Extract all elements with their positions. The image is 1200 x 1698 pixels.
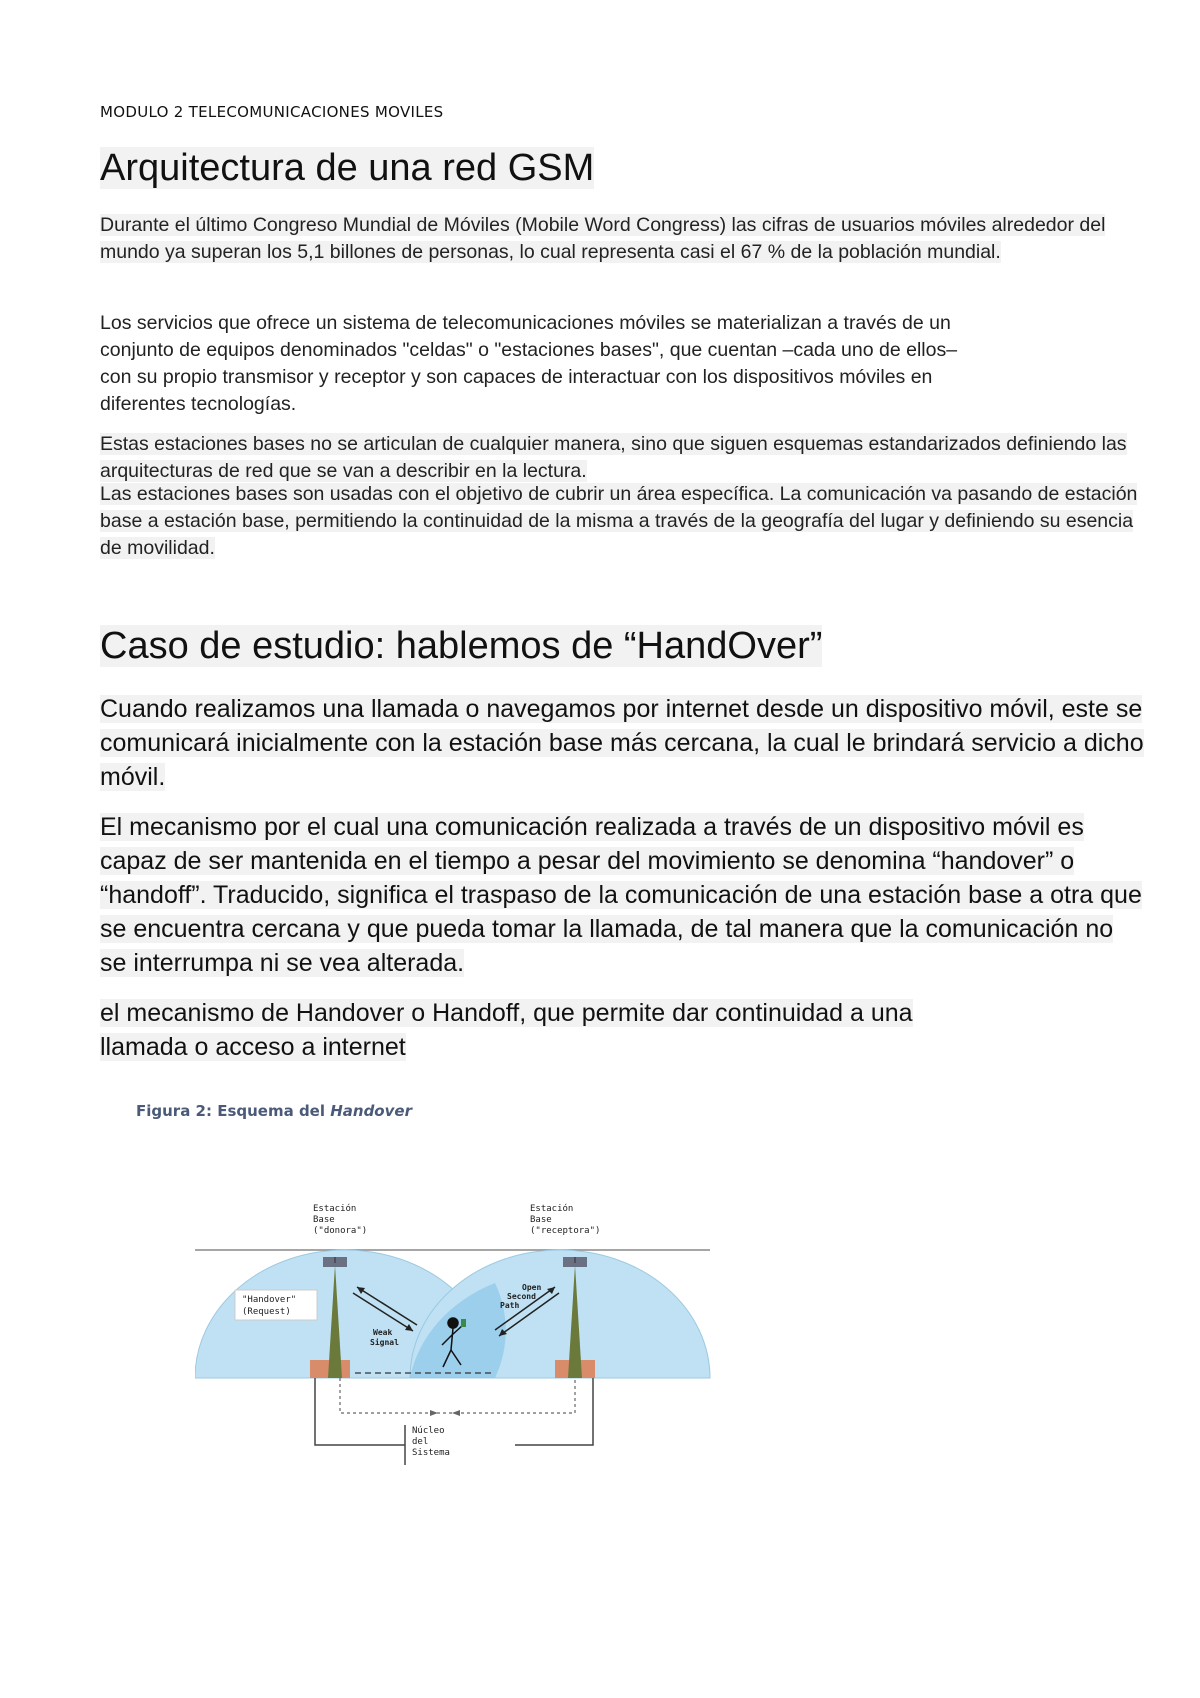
handover-diagram [195,1195,725,1475]
open-path-label-2: Second [507,1292,536,1301]
handover-request-label-1: "Handover" [242,1295,297,1305]
core-network-lines [315,1378,593,1465]
paragraph-call-intro: Cuando realizamos una llamada o navegamos por internet desde un dispositivo móvil, este se comunicará inicialmente con la estación base más cercana, la cual le brindará servicio a dicho móvil. [100,695,1144,791]
section-title-handover: Caso de estudio: hablemos de “HandOver” [100,625,823,667]
station-right-label-1: Estación [530,1204,574,1214]
figure-caption: Figura 2: Esquema del Handover [136,1102,412,1120]
section-title-gsm: Arquitectura de una red GSM [100,147,595,189]
weak-signal-label-1: Weak [373,1328,393,1337]
paragraph-mobile-users: Durante el último Congreso Mundial de Móviles (Mobile Word Congress) las cifras de usuarios móviles alrededor del mundo ya superan los 5,1 billones de personas, lo cual representa casi el 67 % de la población mundial. [100,214,1106,263]
station-left-label-2: Base [313,1215,335,1225]
core-label-2: del [412,1437,429,1447]
station-left-label-1: Estación [313,1204,357,1214]
weak-signal-label-2: Signal [370,1338,399,1347]
module-title: MODULO 2 TELECOMUNICACIONES MOVILES [100,103,444,121]
paragraph-handover-continuity: el mecanismo de Handover o Handoff, que permite dar continuidad a una llamada o acceso a internet [100,999,913,1061]
core-label-3: Sistema [412,1448,450,1458]
station-right-label-3: ("receptora") [530,1226,601,1236]
paragraph-handover-mechanism: El mecanismo por el cual una comunicación realizada a través de un dispositivo móvil es capaz de ser mantenida en el tiempo a pesar del movimiento se denomina “handover” o “handoff”. Traducido, significa el traspaso de la comunicación de una estación base a otra que se encuentra cercana y que pueda tomar la llamada, de tal manera que la comunicación no se interrumpa ni se vea alterada. [100,813,1142,977]
handover-request-label-2: (Request) [242,1307,291,1317]
paragraph-stations-standard: Estas estaciones bases no se articulan de cualquier manera, sino que siguen esquemas estandarizados definiendo las arquitecturas de red que se van a describir en la lectura. [100,433,1127,482]
station-right-label-2: Base [530,1215,552,1225]
open-path-label-3: Path [500,1301,520,1310]
paragraph-stations-coverage: Las estaciones bases son usadas con el objetivo de cubrir un área específica. La comunicación va pasando de estación base a estación base, permitiendo la continuidad de la misma a través de la geografía del lugar y definiendo su esencia de movilidad. [100,483,1138,559]
paragraph-services: Los servicios que ofrece un sistema de telecomunicaciones móviles se materializan a través de un conjunto de equipos denominados "celdas" o "estaciones bases", que cuentan –cada uno de ellos– con su propio transmisor y receptor y son capaces de interactuar con los dispositivos móviles en diferentes tecnologías. [100,312,958,415]
station-left-label-3: ("donora") [313,1226,368,1236]
open-path-label-1: Open [522,1283,542,1292]
phone-icon [461,1319,466,1327]
core-dashed-lines [340,1378,575,1413]
core-label-1: Núcleo [412,1426,445,1436]
